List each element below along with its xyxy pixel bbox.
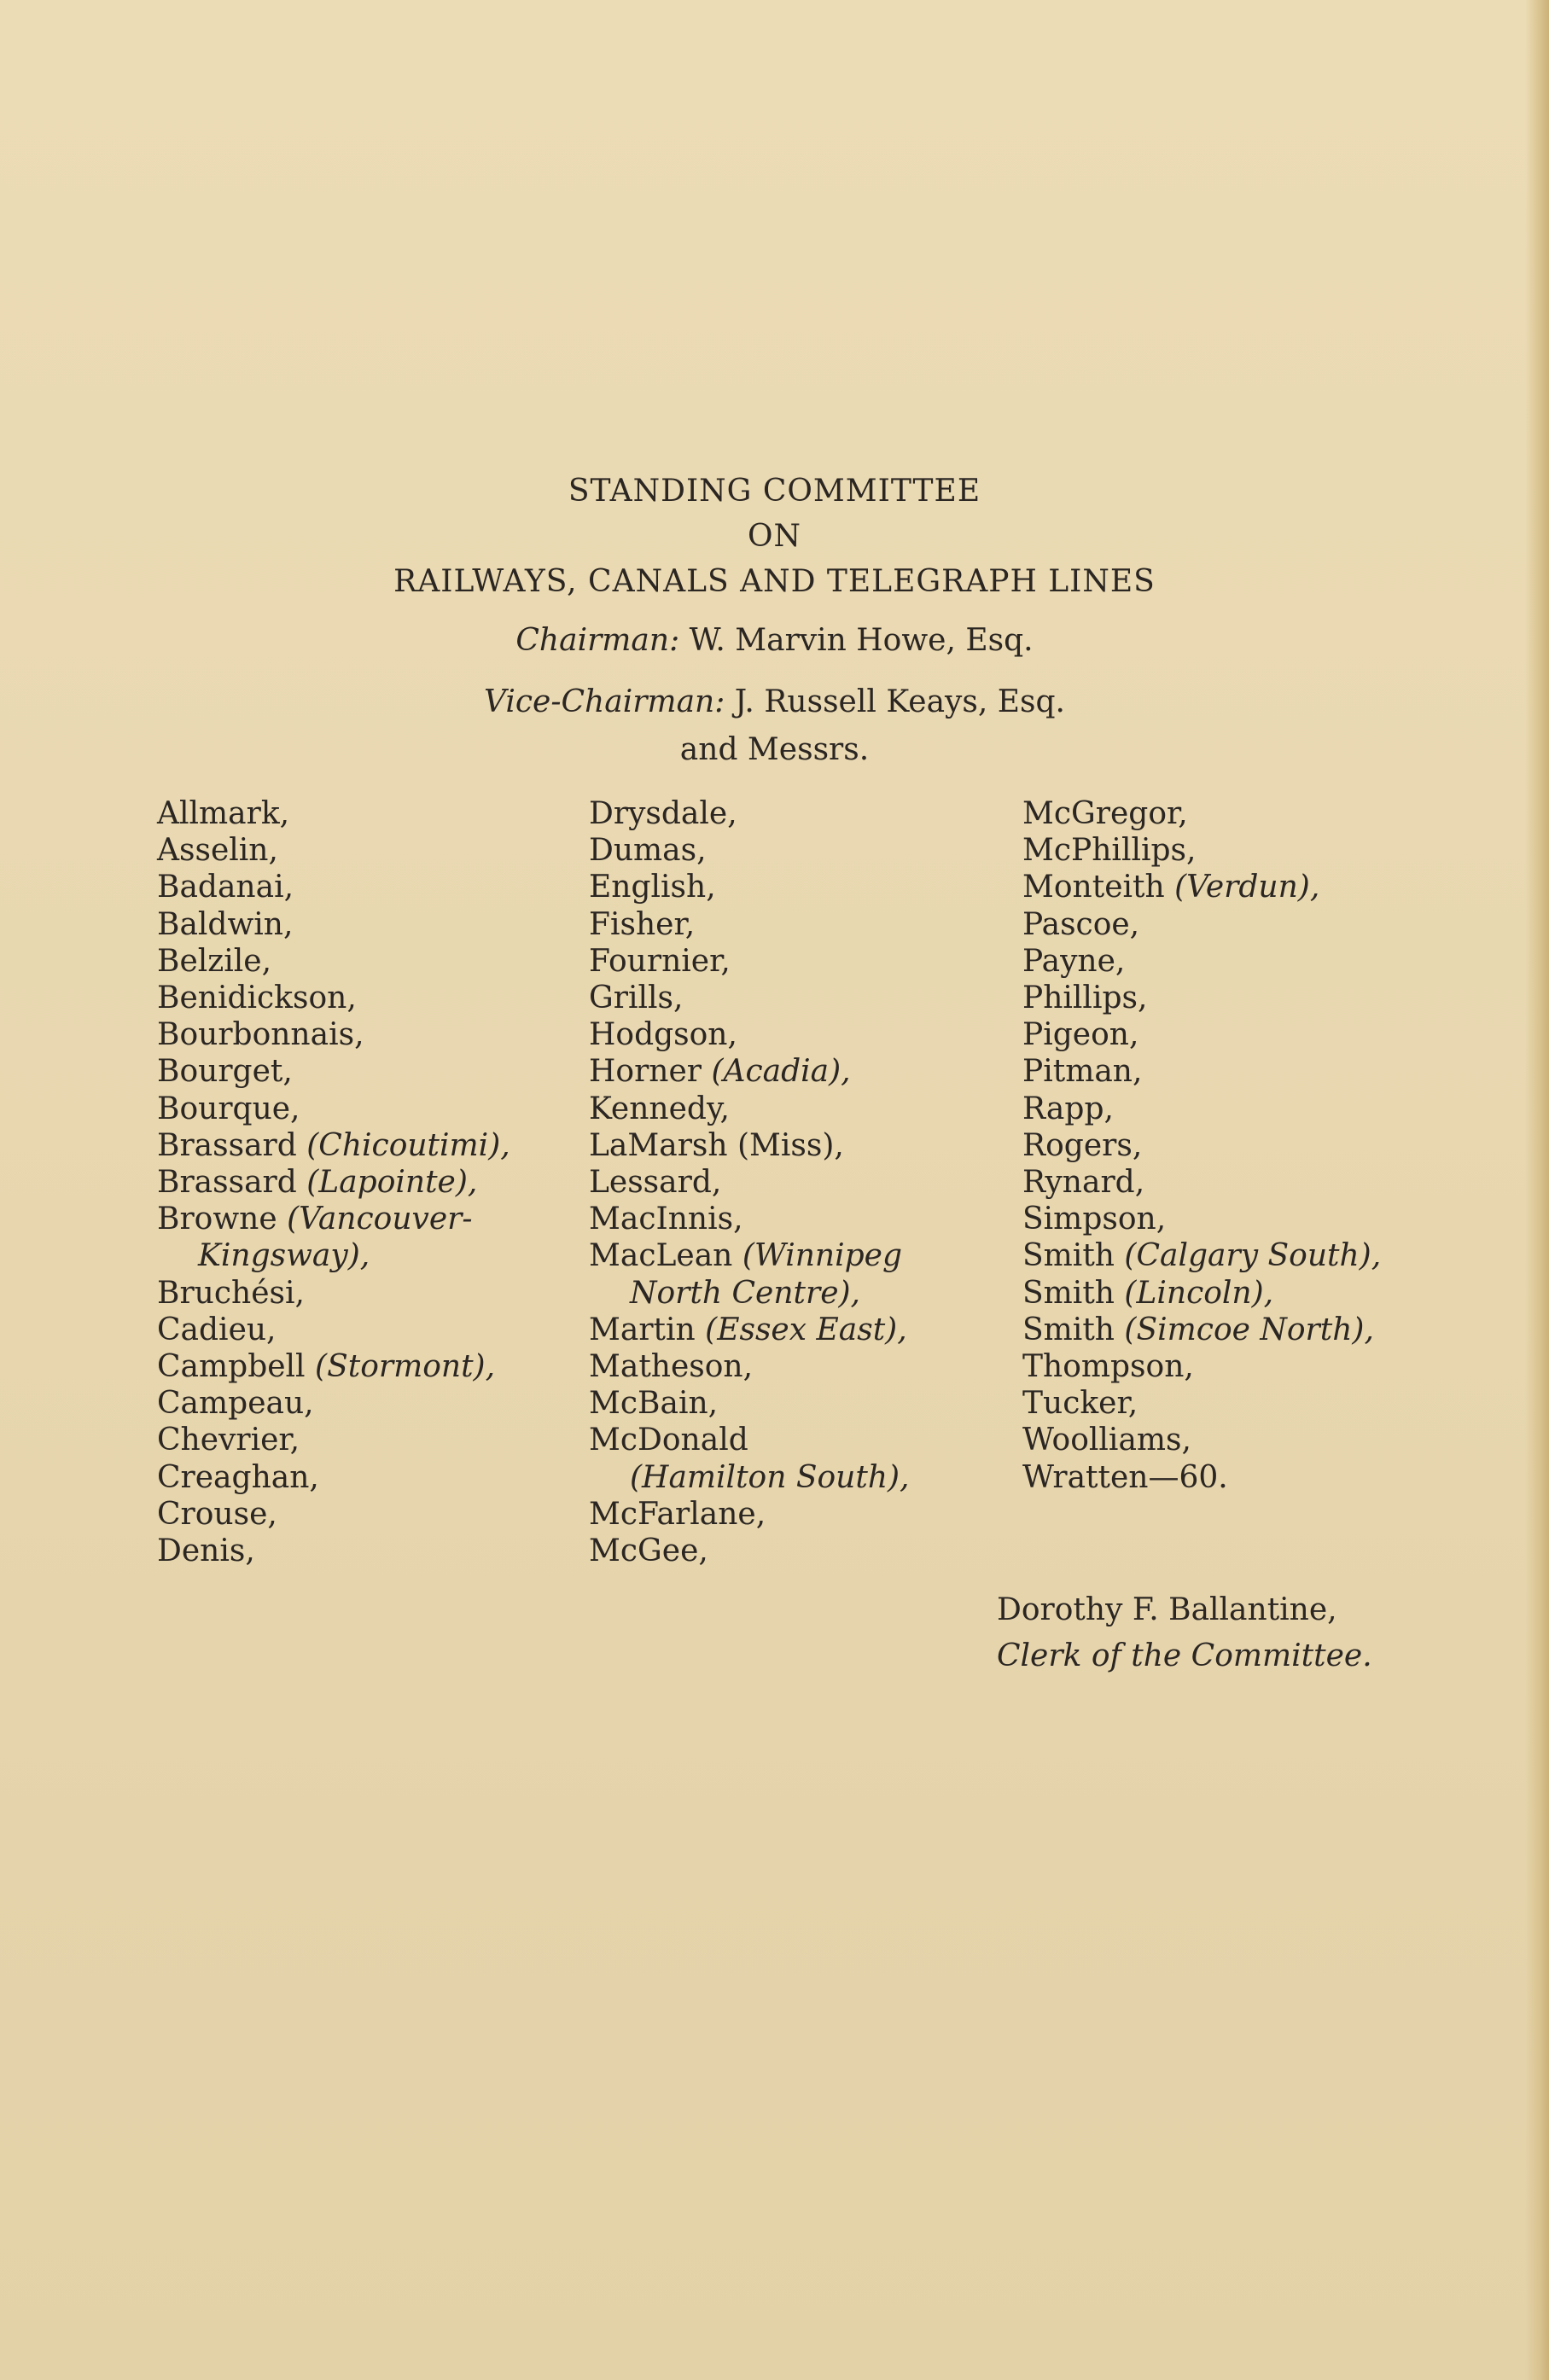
member-entry [589,832,910,869]
member-name: Hodgson, [589,1017,737,1053]
member-name: MacLean [589,1238,733,1274]
member-name: Grills, [589,981,684,1016]
member-name: Bourque, [157,1091,300,1126]
member-riding: (Lincoln), [1124,1275,1274,1311]
member-riding: (Stormont), [315,1349,496,1385]
member-entry [1022,795,1381,832]
member-name: Campeau, [157,1386,314,1422]
member-name: Asselin, [157,833,278,869]
member-name: LaMarsh (Miss), [589,1127,844,1163]
member-riding: Kingsway), [198,1238,370,1274]
member-entry [1022,906,1381,943]
vice-chairman-line [0,684,1549,719]
clerk-title: Clerk of the Committee. [997,1638,1372,1673]
member-entry [157,1533,510,1569]
member-entry [157,1459,510,1496]
member-name: Lessard, [589,1165,722,1201]
member-name: Benidickson, [157,981,357,1016]
member-name: McGregor, [1022,796,1188,831]
member-name: McPhillips, [1022,833,1197,869]
member-name: Woolliams, [1022,1423,1191,1458]
member-riding: (Simcoe North), [1124,1312,1374,1347]
member-name: Smith [1022,1238,1115,1274]
member-name: Pascoe, [1022,906,1140,942]
member-name: Brassard [157,1165,297,1201]
member-name: Bruchési, [157,1275,305,1311]
member-name: McFarlane, [589,1496,766,1532]
member-name: McDonald [589,1423,748,1458]
member-entry [157,1164,510,1201]
member-name: Bourget, [157,1054,293,1090]
member-entry [157,1275,510,1312]
member-name: Kennedy, [589,1091,730,1126]
member-name: Chevrier, [157,1423,300,1458]
member-name: Simpson, [1022,1202,1167,1237]
member-column-3 [1022,795,1381,1496]
member-entry [589,1459,910,1496]
member-entry [589,1312,910,1348]
member-entry [589,1201,910,1237]
member-entry [157,1312,510,1348]
member-riding: (Acadia), [711,1054,851,1090]
member-entry [589,1091,910,1127]
member-entry [589,1496,910,1533]
member-name: Baldwin, [157,906,294,942]
member-entry [157,980,510,1016]
member-entry [157,1127,510,1164]
member-entry [589,1385,910,1422]
member-entry [157,832,510,869]
member-entry [1022,1312,1381,1348]
member-name: Tucker, [1022,1386,1138,1422]
member-name: English, [589,870,716,905]
member-riding: (Calgary South), [1124,1238,1382,1274]
member-name: Brassard [157,1127,297,1163]
member-entry [157,1201,510,1237]
member-name: Campbell [157,1349,306,1385]
member-name: Crouse, [157,1496,277,1532]
member-entry [589,869,910,905]
member-entry [589,1237,910,1274]
member-entry [1022,1237,1381,1274]
member-column-1 [157,795,510,1569]
committee-title-line-1: STANDING COMMITTEE [568,474,981,509]
member-name: Wratten—60. [1022,1459,1228,1495]
member-entry [157,906,510,943]
committee-title-line-2: ON [747,519,801,554]
member-entry [589,980,910,1016]
member-entry [589,1016,910,1053]
member-entry [1022,1275,1381,1312]
member-name: Badanai, [157,870,294,905]
member-entry [157,1091,510,1127]
member-entry [589,906,910,943]
member-entry [589,1127,910,1164]
member-entry [157,943,510,980]
chairman-label: Chairman: [515,623,680,658]
member-entry [157,1237,510,1274]
member-riding: (Verdun), [1174,870,1320,905]
member-name: Denis, [157,1533,255,1569]
member-name: Smith [1022,1312,1115,1347]
member-entry [1022,980,1381,1016]
clerk-name: Dorothy F. Ballantine, [997,1592,1337,1627]
member-name: McGee, [589,1533,708,1569]
member-name: Phillips, [1022,981,1148,1016]
member-entry [1022,832,1381,869]
member-entry [157,1016,510,1053]
and-messrs: and Messrs. [679,732,870,767]
member-riding: (Essex East), [705,1312,907,1347]
member-name: Belzile, [157,943,272,979]
committee-title-line-3: RAILWAYS, CANALS AND TELEGRAPH LINES [393,564,1156,599]
member-entry [589,1348,910,1385]
member-name: Browne [157,1202,277,1237]
member-entry [1022,1091,1381,1127]
member-name: Drysdale, [589,796,737,831]
member-riding: (Vancouver- [287,1202,473,1237]
member-riding: (Lapointe), [306,1165,478,1201]
vice-chairman-name: J. Russell Keays, Esq. [734,684,1065,719]
page-edge [1525,0,1549,2380]
member-entry [157,1053,510,1090]
member-name: MacInnis, [589,1202,743,1237]
member-name: Fisher, [589,906,696,942]
member-entry [1022,1164,1381,1201]
member-entry [589,1275,910,1312]
member-name: Cadieu, [157,1312,277,1347]
member-entry [157,1385,510,1422]
member-entry [157,795,510,832]
member-riding: North Centre), [630,1275,860,1311]
member-riding: (Chicoutimi), [306,1127,510,1163]
member-entry [589,1422,910,1458]
member-name: Martin [589,1312,696,1347]
member-entry [1022,943,1381,980]
member-name: Monteith [1022,870,1165,905]
member-name: Pitman, [1022,1054,1143,1090]
member-entry [1022,1127,1381,1164]
member-name: Horner [589,1054,702,1090]
member-entry [1022,1201,1381,1237]
member-column-2 [589,795,910,1569]
member-entry [589,1164,910,1201]
member-entry [589,1053,910,1090]
chairman-name: W. Marvin Howe, Esq. [689,623,1034,658]
member-name: Payne, [1022,943,1126,979]
member-riding: (Winnipeg [742,1238,903,1274]
member-name: Bourbonnais, [157,1017,364,1053]
member-entry [1022,1459,1381,1496]
member-entry [157,869,510,905]
member-riding: (Hamilton South), [630,1459,910,1495]
member-entry [589,943,910,980]
member-name: McBain, [589,1386,719,1422]
member-entry [589,1533,910,1569]
member-name: Rogers, [1022,1127,1143,1163]
member-name: Rynard, [1022,1165,1145,1201]
member-entry [1022,1422,1381,1458]
member-entry [1022,1348,1381,1385]
member-name: Pigeon, [1022,1017,1139,1053]
member-name: Rapp, [1022,1091,1114,1126]
member-name: Matheson, [589,1349,754,1385]
member-entry [1022,1385,1381,1422]
member-entry [157,1422,510,1458]
member-name: Fournier, [589,943,731,979]
member-entry [1022,869,1381,905]
member-entry [1022,1016,1381,1053]
member-entry [589,795,910,832]
member-name: Creaghan, [157,1459,319,1495]
member-name: Thompson, [1022,1349,1194,1385]
member-name: Allmark, [157,796,290,831]
chairman-line [0,623,1549,658]
member-entry [1022,1053,1381,1090]
member-name: Smith [1022,1275,1115,1311]
vice-chairman-label: Vice-Chairman: [484,684,725,719]
member-entry [157,1496,510,1533]
member-name: Dumas, [589,833,707,869]
member-entry [157,1348,510,1385]
